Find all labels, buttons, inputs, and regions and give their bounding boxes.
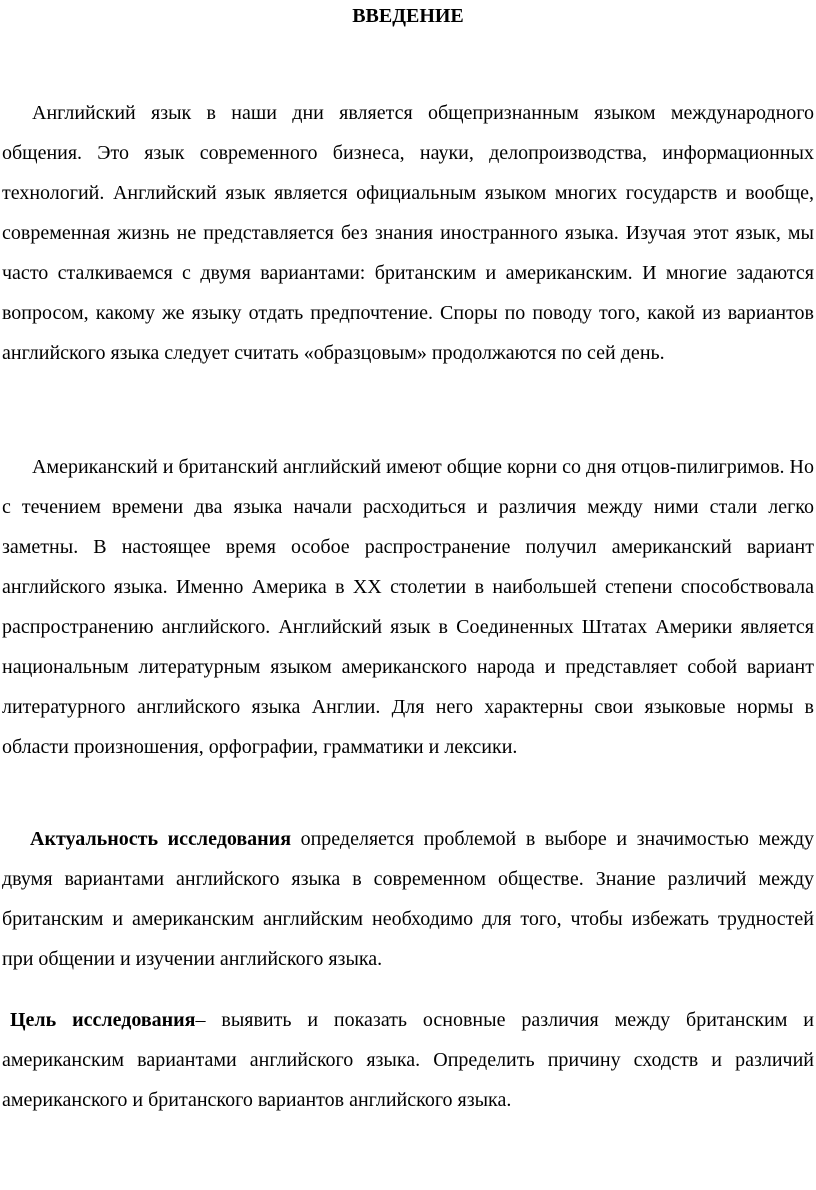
goal-label: Цель исследования [10,1009,196,1031]
relevance-label: Актуальность исследования [30,828,292,850]
relevance-paragraph [2,819,814,979]
goal-paragraph [2,1000,814,1120]
document-title: ВВЕДЕНИЕ [352,5,464,27]
intro-paragraph-2: Американский и британский английский имеют общие корни со дня отцов-пилигримов. Но с течением времени два языка начали расходиться и различия между ними стали легко заметны. В настоящее время особое распространение получил американский вариант английского языка. Именно Америка в XX столетии в наибольшей степени способствовала распространению английского. Английский язык в Соединенных Штатах Америки является национальным литературным языком американского народа и представляет собой вариант литературного английского языка Англии. Для него характерны свои языковые нормы в области произношения, орфографии, грамматики и лексики. [2,456,814,758]
relevance-text: определяется проблемой в выборе и значимостью между двумя вариантами английского языка в современном обществе. Знание различий между британским и американским английским необходимо для того, чтобы избежать трудностей при общении и изучении английского языка. [2,828,815,970]
goal-text: – выявить и показать основные различия между британским и американским вариантами английского языка. Определить причину сходств и различий американского и британского вариантов английского языка. [2,1009,814,1111]
intro-paragraph-1: Английский язык в наши дни является общепризнанным языком международного общения. Это язык современного бизнеса, науки, делопроизводства, информационных технологий. Английский язык является официальным языком многих государств и вообще, современная жизнь не представляется без знания иностранного языка. Изучая этот язык, мы часто сталкиваемся с двумя вариантами: британским и американским. И многие задаются вопросом, какому же языку отдать предпочтение. Споры по поводу того, какой из вариантов английского языка следует считать «образцовым» продолжаются по сей день. [2,102,814,364]
